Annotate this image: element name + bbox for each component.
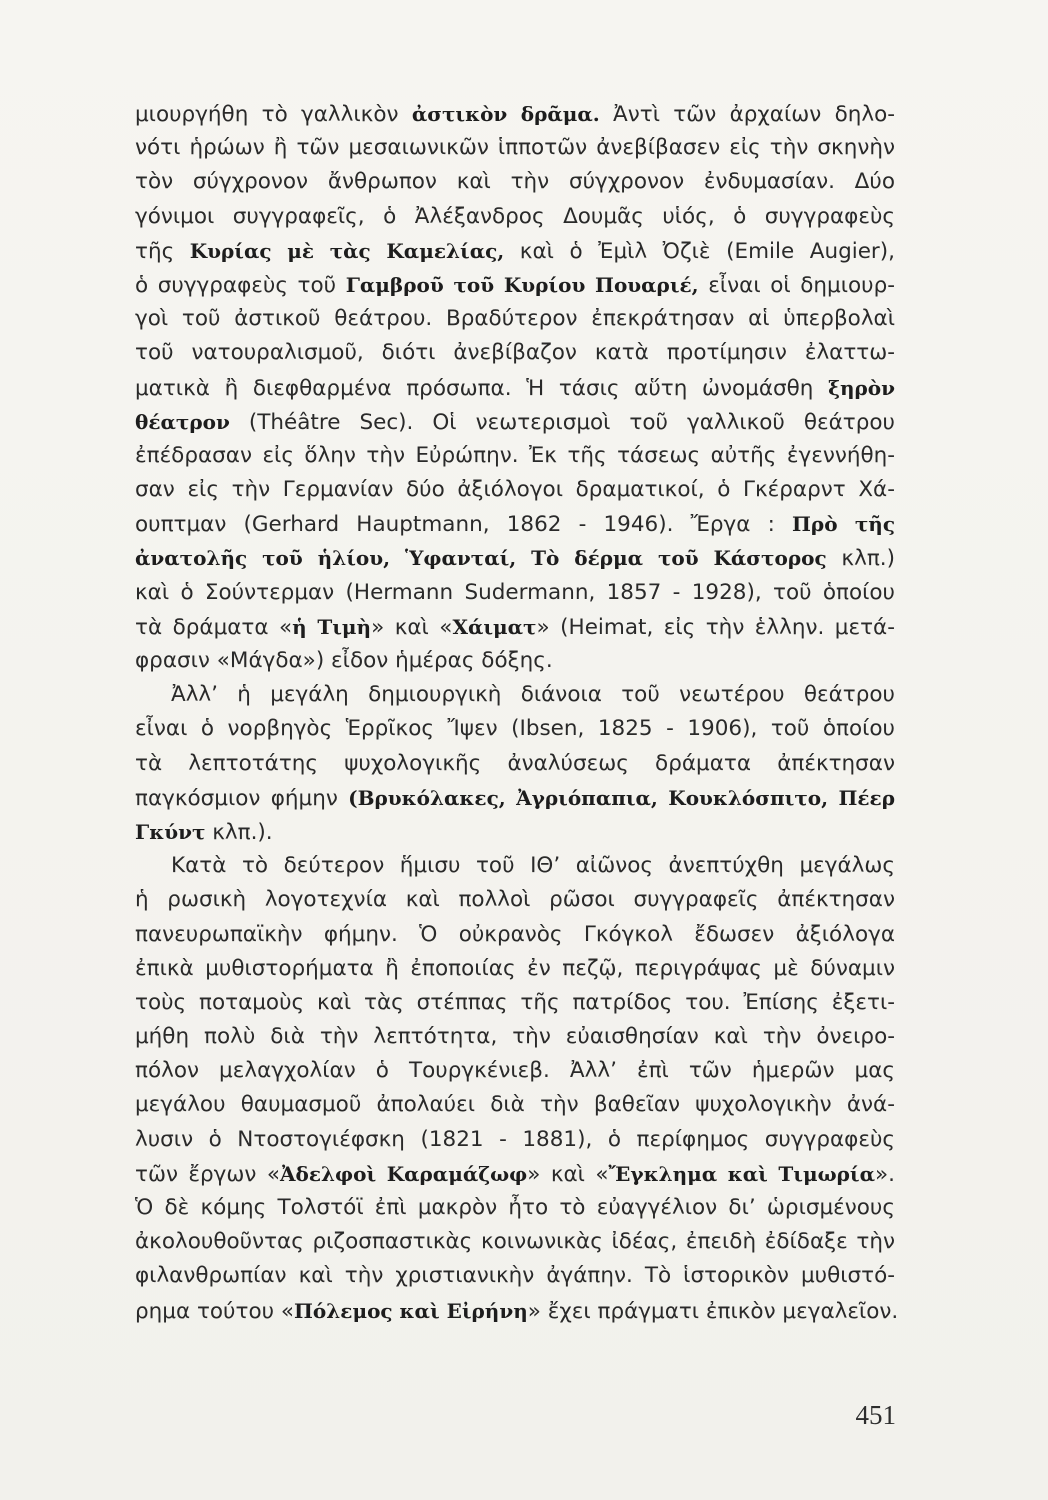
- text-span: ἀκολουθοῦντας ριζοσπαστικὰς κοινωνικὰς ἰδέας, ἐπειδὴ ἐδίδαξε τὴν: [135, 1229, 895, 1255]
- bold-title-span: Ἀδελφοὶ Καραμάζωφ: [280, 1161, 528, 1186]
- text-span: ματικὰ ἢ διεφθαρμένα πρόσωπα. Ἡ τάσις αὕτη ὠνομάσθη: [135, 375, 829, 401]
- text-span: λυσιν ὁ Ντοστογιέφσκη (1821 - 1881), ὁ περίφημος συγγραφεὺς: [135, 1126, 895, 1152]
- text-span: τῶν ἔργων «: [135, 1161, 281, 1187]
- bold-title-span: Κυρίας μὲ τὰς Καμελίας,: [189, 238, 505, 263]
- text-span: τῆς: [135, 238, 190, 264]
- text-span: κλπ.).: [205, 819, 273, 845]
- body-text: [135, 97, 899, 1328]
- text-span: ἐπικὰ μυθιστορήματα ἢ ἐποποιίας ἐν πεζῷ, περιγράψας μὲ δύναμιν: [135, 955, 895, 981]
- text-line: [135, 234, 895, 268]
- bold-title-span: Γκύντ: [135, 819, 206, 844]
- bold-title-span: Ἔγκλημα καὶ Τιμωρία: [608, 1161, 875, 1186]
- text-span: » (Heimat, εἰς τὴν ἑλλην. μετά-: [536, 614, 895, 640]
- text-line: [135, 644, 895, 678]
- text-span: τὰ λεπτοτάτης ψυχολογικῆς ἀναλύσεως δράματα ἀπέκτησαν: [135, 750, 895, 776]
- text-line: [135, 1259, 895, 1293]
- text-line: [135, 952, 895, 986]
- text-span: κλπ.): [826, 546, 895, 572]
- bold-title-span: Πόλεμος καὶ Εἰρήνη: [294, 1298, 528, 1323]
- text-line: [135, 576, 895, 610]
- text-span: ἡ ρωσικὴ λογοτεχνία καὶ πολλοὶ ρῶσοι συγγραφεῖς ἀπέκτησαν: [135, 887, 895, 913]
- text-span: φρασιν «Μάγδα») εἶδον ἡμέρας δόξης.: [135, 648, 553, 673]
- text-line: [135, 1054, 895, 1088]
- text-span: μήθη πολὺ διὰ τὴν λεπτότητα, τὴν εὐαισθησίαν καὶ τὴν ὀνειρο-: [135, 1024, 895, 1050]
- text-line: [135, 815, 895, 849]
- text-line: [135, 1294, 899, 1328]
- text-span: καὶ ὁ Σούντερμαν (Hermann Sudermann, 1857 - 1928), τοῦ ὁποίου: [135, 579, 895, 605]
- text-line: [135, 165, 895, 199]
- text-line: [135, 1088, 895, 1122]
- bold-title-span: Γαμβροῦ τοῦ Κυρίου Πουαριέ,: [345, 272, 699, 297]
- text-line: [135, 268, 895, 302]
- text-span: Ὁ δὲ κόμης Τολστόϊ ἐπὶ μακρὸν ἦτο τὸ εὐαγγέλιον δι’ ὡρισμένους: [135, 1195, 895, 1220]
- text-line: [135, 1020, 895, 1054]
- text-line: [135, 507, 895, 541]
- text-line: [135, 97, 895, 131]
- text-span: τὰ δράματα «: [135, 614, 293, 640]
- text-span: μεγάλου θαυμασμοῦ ἀπολαύει διὰ τὴν βαθεῖαν ψυχολογικὴν ἀνά-: [135, 1092, 895, 1118]
- bold-title-span: (Βρυκόλακες, Ἀγριόπαπια, Κουκλόσπιτο, Πέερ: [348, 785, 896, 810]
- bold-title-span: ἀστικὸν δρᾶμα.: [411, 102, 600, 126]
- text-span: τοῦ νατουραλισμοῦ, διότι ἀνεβίβαζον κατὰ προτίμησιν ἐλαττω-: [135, 340, 895, 366]
- text-line: [135, 883, 895, 917]
- text-span: ».: [875, 1161, 895, 1187]
- text-line: [135, 712, 895, 746]
- text-span: πανευρωπαϊκὴν φήμην. Ὁ οὐκρανὸς Γκόγκολ ἔδωσεν ἀξιόλογα: [135, 921, 895, 947]
- text-span: καὶ ὁ Ἐμὶλ Ὀζιὲ (Emile Augier),: [504, 238, 895, 264]
- bold-title-span: ξηρὸν: [828, 375, 895, 400]
- text-span: εἶναι οἱ δημιουρ-: [698, 272, 895, 298]
- page-number: 451: [855, 1400, 896, 1430]
- text-line: [135, 781, 895, 815]
- bold-title-span: Πρὸ τῆς: [792, 512, 896, 537]
- text-line: [135, 336, 895, 370]
- text-line: [135, 849, 895, 883]
- text-span: ρημα τούτου «: [135, 1298, 295, 1324]
- text-span: μιουργήθη τὸ γαλλικὸν: [135, 102, 412, 127]
- text-span: γοὶ τοῦ ἀστικοῦ θεάτρου. Βραδύτερον ἐπεκράτησαν αἱ ὑπερβολαὶ: [135, 306, 895, 332]
- bold-title-span: ἡ Τιμὴ: [292, 614, 372, 639]
- text-line: [135, 405, 895, 439]
- text-span: » καὶ «: [371, 614, 453, 640]
- text-span: ἐπέδρασαν εἰς ὅλην τὴν Εὐρώπην. Ἐκ τῆς τάσεως αὐτῆς ἐγεννήθη-: [135, 442, 895, 468]
- text-line: [135, 473, 895, 507]
- text-span: Κατὰ τὸ δεύτερον ἥμισυ τοῦ ΙΘ’ αἰῶνος ἀνεπτύχθη μεγάλως: [171, 853, 895, 879]
- text-span: » ἔχει πράγματι ἐπικὸν μεγαλεῖον.: [527, 1298, 899, 1324]
- text-span: ὁ συγγραφεὺς τοῦ: [135, 272, 346, 298]
- text-line: [135, 1191, 895, 1225]
- bold-title-span: Χάιματ: [452, 614, 537, 639]
- bold-title-span: ἀνατολῆς τοῦ ἡλίου, Ὑφανταί, Τὸ δέρμα τοῦ Κάστορος: [135, 546, 827, 571]
- text-span: εἶναι ὁ νορβηγὸς Ἑρρῖκος Ἴψεν (Ibsen, 1825 - 1906), τοῦ ὁποίου: [135, 716, 895, 742]
- text-line: [135, 439, 895, 473]
- text-line: [135, 986, 895, 1020]
- text-line: [135, 1225, 895, 1259]
- text-span: γόνιμοι συγγραφεῖς, ὁ Ἀλέξανδρος Δουμᾶς υἱός, ὁ συγγραφεὺς: [135, 203, 895, 229]
- text-span: ουπτμαν (Gerhard Hauptmann, 1862 - 1946). Ἔργα :: [135, 512, 793, 538]
- text-line: [135, 302, 895, 336]
- text-span: φιλανθρωπίαν καὶ τὴν χριστιανικὴν ἀγάπην. Τὸ ἱστορικὸν μυθιστό-: [135, 1263, 895, 1289]
- text-line: [135, 541, 895, 575]
- text-line: [135, 1157, 895, 1191]
- text-line: [135, 131, 895, 165]
- text-line: [135, 200, 895, 234]
- text-span: Ἀντὶ τῶν ἀρχαίων δηλο-: [599, 102, 895, 127]
- text-span: τὸν σύγχρονον ἄνθρωπον καὶ τὴν σύγχρονον ἐνδυμασίαν. Δύο: [135, 169, 895, 195]
- text-line: [135, 918, 895, 952]
- text-span: Ἀλλ’ ἡ μεγάλη δημιουργικὴ διάνοια τοῦ νεωτέρου θεάτρου: [171, 682, 895, 708]
- text-span: τοὺς ποταμοὺς καὶ τὰς στέππας τῆς πατρίδος του. Ἐπίσης ἐξετι-: [135, 989, 895, 1015]
- text-span: (Théâtre Sec). Οἱ νεωτερισμοὶ τοῦ γαλλικοῦ θεάτρου: [229, 409, 895, 435]
- text-line: [135, 678, 895, 712]
- bold-title-span: θέατρον: [135, 409, 230, 434]
- text-span: νότι ἡρώων ἢ τῶν μεσαιωνικῶν ἱπποτῶν ἀνεβίβασεν εἰς τὴν σκηνὴν: [135, 135, 895, 161]
- text-line: [135, 1123, 895, 1157]
- text-line: [135, 610, 895, 644]
- text-span: πόλον μελαγχολίαν ὁ Τουργκένιεβ. Ἀλλ’ ἐπὶ τῶν ἡμερῶν μας: [135, 1058, 895, 1084]
- text-span: σαν εἰς τὴν Γερμανίαν δύο ἀξιόλογοι δραματικοί, ὁ Γκέραρντ Χά-: [135, 477, 895, 503]
- text-span: παγκόσμιον φήμην: [135, 785, 349, 811]
- text-span: » καὶ «: [527, 1161, 609, 1187]
- text-line: [135, 371, 895, 405]
- text-line: [135, 747, 895, 781]
